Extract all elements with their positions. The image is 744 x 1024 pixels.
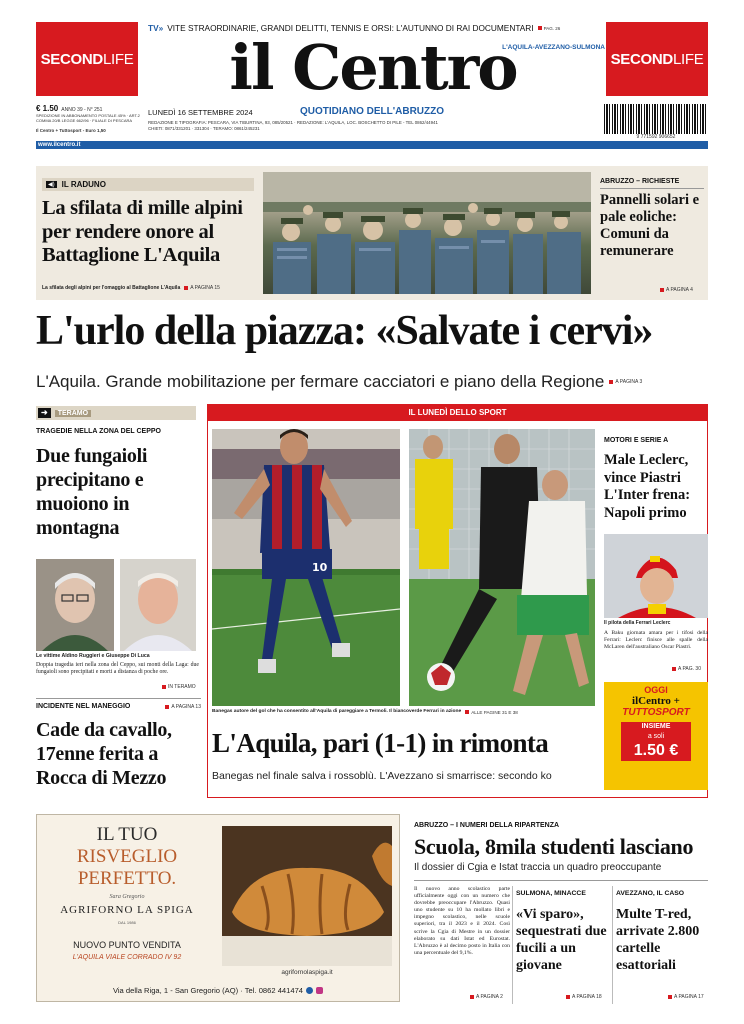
leclerc-body: A Baku giornata amara per i tifosi della Ferrari: Leclerc finisce alle spalle della McLaren dell'australiano Oscar Piastri. — [604, 630, 708, 650]
arrow-right-icon: ➜ — [38, 408, 51, 418]
energy-page: A PAGINA 4 — [666, 287, 693, 293]
maneggio-page: A PAGINA 13 — [171, 703, 201, 710]
instagram-icon[interactable] — [316, 987, 323, 994]
ad-line3: PERFETTO. — [77, 868, 177, 889]
maneggio-kicker-row — [36, 703, 201, 710]
raduno-page-marker — [184, 286, 188, 290]
raduno-caption-row — [42, 285, 257, 292]
issue: ANNO 39 - N° 251 — [61, 107, 103, 113]
leclerc-photo — [604, 534, 708, 618]
sport-headline[interactable]: L'Aquila, pari (1-1) in rimonta — [212, 728, 549, 758]
sport-caption-row — [212, 709, 602, 716]
teramo-headline[interactable]: Due fungaioli precipitano e muoiono in montagna — [36, 445, 148, 539]
maneggio-kicker: INCIDENTE NEL MANEGGIO — [36, 703, 131, 710]
ad-location: L'AQUILA VIALE CORRADO IV 92 — [72, 954, 182, 961]
alpini-photo[interactable] — [263, 172, 591, 294]
sulmona-page-row — [566, 994, 602, 1000]
energy-page-row — [660, 287, 693, 293]
main-page: A PAGINA 3 — [615, 379, 643, 385]
secondlife-right-bold: SECOND — [610, 50, 673, 68]
contacts: CHIETI: 0871/331201 · 331304 · TERAMO: 0861/245231 — [148, 126, 260, 131]
ad-line1: IL TUO — [96, 824, 158, 845]
sulmona-kicker: SULMONA, MINACCE — [516, 890, 586, 897]
promo-price: 1.50 € — [621, 741, 691, 761]
teramo-section-bar[interactable] — [36, 406, 196, 420]
tv-line: VITE STRAORDINARIE, GRANDI DELITTI, TENNIS E ORSI: L'AUTUNNO DI RAI DOCUMENTARI — [167, 23, 534, 33]
price-notes: SPEDIZIONE IN ABBONAMENTO POSTALE 45% · ART.2 COMMA 20/B LEGGE 662/96 · FILIALE DI PESCARA — [36, 113, 140, 123]
ad-brand: AGRIFORNO LA SPIGA — [60, 904, 194, 916]
teramo-kicker: TRAGEDIE NELLA ZONA DEL CEPPO — [36, 428, 161, 435]
tv-prefix: TV» — [148, 23, 164, 33]
teramo-page: IN TERAMO — [168, 684, 196, 690]
main-subhead: L'Aquila. Grande mobilitazione per fermare cacciatori e piano della Regione — [36, 372, 605, 391]
audio-icon: ◀) — [48, 182, 55, 188]
banegas-photo[interactable] — [212, 429, 400, 706]
scuola-divider — [414, 880, 708, 881]
ad-address: Via della Riga, 1 - San Gregorio (AQ) · Tel. 0862 441474 — [112, 986, 304, 995]
secondlife-promo-right[interactable] — [606, 22, 708, 96]
ad-signature: Sara Gregorio — [109, 894, 145, 900]
maneggio-headline[interactable]: Cade da cavallo, 17enne ferita a Rocca di Mezzo — [36, 719, 172, 789]
ferrari-action-photo[interactable] — [409, 429, 595, 706]
jersey-number: 10 — [312, 561, 328, 574]
avezzano-page: A PAGINA 17 — [674, 994, 704, 1000]
col-divider-2 — [612, 886, 613, 1004]
energy-story[interactable] — [600, 178, 704, 260]
promo-a-soli: a soli — [621, 732, 691, 741]
promo-insieme: INSIEME — [621, 722, 691, 732]
leclerc-page: A PAG. 30 — [678, 666, 701, 672]
promo-paper1: ilCentro + — [632, 695, 680, 707]
raduno-page: A PAGINA 15 — [190, 285, 220, 292]
ad-site[interactable]: agrifornolaspiga.it — [281, 969, 333, 976]
region-label: L'AQUILA-AVEZZANO-SULMONA — [502, 44, 605, 51]
raduno-kicker: IL RADUNO — [61, 180, 106, 189]
main-subhead-row — [36, 372, 708, 392]
secondlife-promo-left[interactable] — [36, 22, 138, 96]
price-block — [36, 104, 144, 134]
ad-line2: RISVEGLIO — [76, 846, 178, 867]
website-link[interactable]: www.ilcentro.it — [38, 142, 81, 148]
raduno-headline[interactable]: La sfilata di mille alpini per rendere onore al Battaglione L'Aquila — [42, 197, 243, 266]
energy-kicker: ABRUZZO – RICHIESTE — [600, 178, 680, 185]
sport-caption-page: ALLE PAGINE 31 E 38 — [471, 709, 518, 715]
victim-photo-1 — [36, 559, 114, 651]
col-divider-1 — [512, 886, 513, 1004]
leclerc-caption: Il pilota della Ferrari Leclerc — [604, 620, 671, 626]
price: € 1.50 — [36, 104, 59, 113]
victim-photo-2 — [120, 559, 196, 651]
secondlife-right-light: LIFE — [672, 50, 704, 68]
sport-banner: IL LUNEDÌ DELLO SPORT — [207, 404, 708, 421]
secondlife-left-light: LIFE — [102, 50, 134, 68]
tuttosport-promo[interactable] — [604, 682, 708, 790]
redazione: REDAZIONE E TIPOGRAFIA: PESCARA, VIA TIBURTINA, 93, 085/20521 · REDAZIONE: L'AQUILA, LOC. BOSCHETTO DI PILE - TEL 0862/44941 — [148, 120, 438, 125]
raduno-kicker-bar — [42, 178, 254, 191]
ad-new-store: NUOVO PUNTO VENDITA — [73, 940, 181, 950]
barcode — [604, 104, 708, 134]
scuola-kicker: ABRUZZO – I NUMERI DELLA RIPARTENZA — [414, 822, 560, 829]
redazione-info — [148, 120, 598, 140]
avezzano-kicker: AVEZZANO, IL CASO — [616, 890, 685, 897]
subtitle: QUOTIDIANO DELL'ABRUZZO — [299, 106, 445, 117]
secondlife-left-bold: SECOND — [40, 50, 103, 68]
barcode-number: 9 771592 906652 — [636, 134, 676, 140]
ad-since: DAL 1986 — [118, 920, 136, 925]
ad-address-row — [42, 986, 394, 995]
motori-headline[interactable]: Male Leclerc, vince Piastri L'Inter frena: Napoli primo — [604, 452, 691, 521]
avezzano-headline[interactable]: Multe T-red, arrivate 2.800 cartelle esattoriali — [616, 907, 700, 973]
leclerc-page-row — [672, 666, 701, 672]
tv-page: PAG. 26 — [543, 25, 561, 31]
blue-rule — [36, 141, 708, 149]
energy-headline: Pannelli solari e pale eoliche: Comuni da remunerare — [600, 192, 700, 259]
promo-oggi: OGGI — [644, 685, 668, 695]
raduno-caption: La sfilata degli alpini per l'omaggio al Battaglione L'Aquila — [42, 285, 181, 291]
teramo-page-row — [162, 684, 196, 690]
teramo-section: TERAMO — [55, 410, 91, 417]
sport-subhead: Banegas nel finale salva i rossoblù. L'Avezzano si smarrisce: secondo ko — [212, 770, 552, 782]
left-divider — [36, 698, 201, 699]
scuola-headline[interactable]: Scuola, 8mila studenti lasciano — [414, 834, 694, 859]
avezzano-page-row — [668, 994, 704, 1000]
facebook-icon[interactable] — [306, 987, 313, 994]
main-headline[interactable]: L'urlo della piazza: «Salvate i cervi» — [36, 308, 653, 354]
teramo-body: Doppia tragedia ieri nella zona del Ceppo, sui monti della Laga: due fungaioli sono precipitati e morti a distanza di poche ore. — [36, 662, 199, 676]
scuola-subhead: Il dossier di Cgia e Istat traccia un quadro preoccupante — [414, 862, 662, 873]
sulmona-page: A PAGINA 18 — [572, 994, 602, 1000]
scuola-body: Il nuovo anno scolastico parte ufficialmente oggi con un numero che dovrebbe preoccupare l'Abruzzo. Quasi uno studente su 10 ha mollato libri e impegno scolastico, nelle scuole superiori, tra il 2023 e il 2024. Così scrive la Cgia di Mestre in un dossier elaborato su dati Istat ed Eurostat. L'Abruzzo è al decimo posto in Italia con una percentuale del 9,1%. — [414, 886, 510, 956]
bundle-note: Il Centro + Tuttosport - Euro 1,50 — [36, 128, 106, 133]
promo-paper2: TUTTOSPORT — [622, 707, 690, 718]
croissant-photo — [222, 826, 392, 966]
sport-caption: Banegas autore del gol che ha consentito all'Aquila di pareggiare a Termoli. Il biancoverde Ferrari in azione — [212, 709, 462, 714]
ad-headline — [42, 824, 212, 890]
newspaper-logo[interactable]: il Centro — [229, 31, 517, 104]
date: LUNEDÌ 16 SETTEMBRE 2024 — [148, 108, 253, 117]
sulmona-headline[interactable]: «Vi sparo», sequestrati due fucili a un giovane — [516, 907, 607, 973]
scuola-page-row — [470, 994, 503, 1000]
motori-kicker: MOTORI E SERIE A — [604, 437, 669, 444]
scuola-page: A PAGINA 2 — [476, 994, 503, 1000]
victims-caption: Le vittime Aldino Ruggieri e Giuseppe Di Luca — [36, 653, 150, 659]
